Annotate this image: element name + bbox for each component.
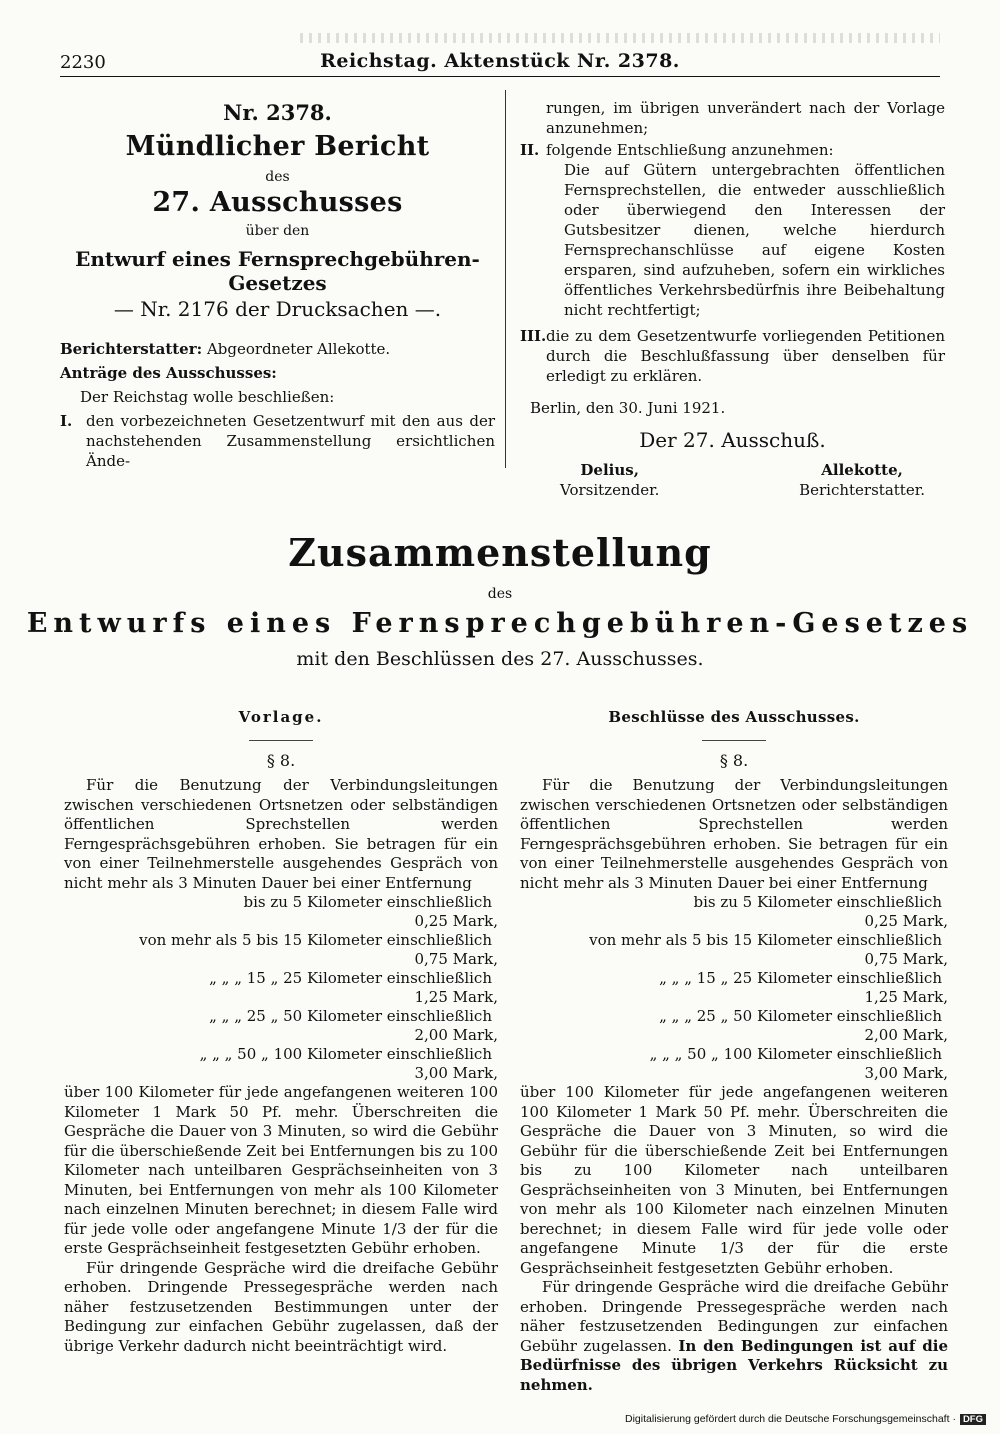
paragraph-3 xyxy=(520,1278,948,1395)
fee-row xyxy=(580,1045,948,1064)
reporter-label: Berichterstatter: xyxy=(60,340,203,358)
column-vorlage xyxy=(64,708,498,1356)
fee-row xyxy=(124,912,498,931)
item-3 xyxy=(520,326,945,386)
item-1-number: I. xyxy=(60,412,73,430)
fee-row xyxy=(124,950,498,969)
fee-distance: von mehr als 5 bis 15 Kilometer einschließlich xyxy=(139,931,492,949)
report-title: Mündlicher Bericht xyxy=(125,131,430,162)
compilation-subtitle: Entwurfs eines Fernsprechgebühren-Gesetzes xyxy=(26,608,974,639)
column-beschluesse xyxy=(520,708,948,1395)
fee-distance: „ „ „ 15 „ 25 Kilometer einschließlich xyxy=(209,969,492,987)
fee-row xyxy=(580,912,948,931)
signatures xyxy=(520,460,945,500)
digitization-footer xyxy=(625,1413,986,1425)
fee-row xyxy=(124,1007,498,1026)
signature-reporter xyxy=(799,460,925,500)
fee-amount: 1,25 Mark, xyxy=(414,988,498,1006)
reporter-role: Berichterstatter. xyxy=(799,481,925,499)
fee-amount: 0,25 Mark, xyxy=(864,912,948,930)
fee-row xyxy=(580,988,948,1007)
fee-amount: 0,75 Mark, xyxy=(414,950,498,968)
antraege-heading: Anträge des Ausschusses: xyxy=(60,364,277,382)
fee-row xyxy=(580,1064,948,1083)
paragraph-1: Für die Benutzung der Verbindungsleitungen zwischen verschiedenen Ortsnetzen oder selbständigen öffentlichen Sprechstellen werden Ferngesprächsgebühren erhoben. Sie betragen für ein von einer Teilnehmerstelle ausgehendes Gespräch von nicht mehr als 3 Minuten Dauer bei einer Entfernung xyxy=(520,776,948,892)
fee-row xyxy=(124,1045,498,1064)
item-2 xyxy=(520,140,945,160)
chair-name: Delius, xyxy=(580,461,639,479)
column-heading: Vorlage. xyxy=(238,708,324,726)
heading-rule xyxy=(702,740,766,741)
dfg-logo: DFG xyxy=(960,1414,986,1425)
fee-amount: 3,00 Mark, xyxy=(414,1064,498,1082)
item-2-number: II. xyxy=(520,141,540,159)
fee-row xyxy=(124,988,498,1007)
item-1 xyxy=(60,411,495,471)
fee-distance: „ „ „ 15 „ 25 Kilometer einschließlich xyxy=(659,969,942,987)
date-line: Berlin, den 30. Juni 1921. xyxy=(530,399,726,417)
section-body xyxy=(520,776,948,1395)
fee-amount: 3,00 Mark, xyxy=(864,1064,948,1082)
reporter-value: Abgeordneter Allekotte. xyxy=(206,340,391,358)
drucksachen-ref: — Nr. 2176 der Drucksachen —. xyxy=(113,297,442,321)
fee-row xyxy=(124,1064,498,1083)
paragraph-1: Für die Benutzung der Verbindungsleitungen zwischen verschiedenen Ortsnetzen oder selbständigen öffentlichen Sprechstellen werden Ferngesprächsgebühren erhoben. Sie betragen für ein von einer Teilnehmerstelle ausgehendes Gespräch von nicht mehr als 3 Minuten Dauer bei einer Entfernung xyxy=(64,776,498,892)
item-3-text: die zu dem Gesetzentwurfe vorliegenden Petitionen durch die Beschlußfassung über denselben für erledigt zu erklären. xyxy=(546,327,945,385)
paragraph-3-text: Für dringende Gespräche wird die dreifache Gebühr erhoben. Dringende Pressegespräche werden nach näher festzusetzenden Bedingungen zur einfachen Gebühr zugelassen. xyxy=(520,1278,948,1355)
section-number: § 8. xyxy=(266,751,296,770)
scan-noise xyxy=(300,33,940,43)
fee-distance: „ „ „ 50 „ 100 Kilometer einschließlich xyxy=(199,1045,492,1063)
paragraph-3-emphasis: In den Bedingungen ist auf die Bedürfnisse des übrigen Verkehrs Rücksicht zu nehmen. xyxy=(520,1336,948,1394)
fee-row xyxy=(580,1007,948,1026)
page-number: 2230 xyxy=(60,52,106,73)
fee-distance: „ „ „ 25 „ 50 Kilometer einschließlich xyxy=(209,1007,492,1025)
item-2-text: folgende Entschließung anzunehmen: xyxy=(546,141,834,159)
compilation-title: Zusammenstellung xyxy=(288,530,712,575)
fee-row xyxy=(580,893,948,912)
paragraph-3: Für dringende Gespräche wird die dreifache Gebühr erhoben. Dringende Pressegespräche werden nach näher festzusetzenden Bestimmungen unter der Bedingung zur einfachen Gebühr zugelassen, daß der übrige Verkehr dadurch nicht beeinträchtigt wird. xyxy=(64,1258,498,1355)
ueber-label: über den xyxy=(245,223,310,239)
report-header-left xyxy=(60,100,495,471)
fee-table xyxy=(64,893,498,1083)
fee-amount: 2,00 Mark, xyxy=(864,1026,948,1044)
paragraph-2: über 100 Kilometer für jede angefangenen weiteren 100 Kilometer 1 Mark 50 Pf. mehr. Überschreiten die Gespräche die Dauer von 3 Minuten, so wird die Gebühr für die überschießende Zeit bei Entfernungen bis zu 100 Kilometer nach unteilbaren Gesprächseinheiten von 3 Minuten, bei Entfernungen von mehr als 100 Kilometer nach einzelnen Minuten berechnet; in diesem Falle wird für jede volle oder angefangene Minute 1/3 der für die erste Gesprächseinheit festgesetzten Gebühr erhoben. xyxy=(520,1083,948,1277)
running-title: Reichstag. Aktenstück Nr. 2378. xyxy=(320,50,680,72)
fee-amount: 0,75 Mark, xyxy=(864,950,948,968)
fee-distance: „ „ „ 50 „ 100 Kilometer einschließlich xyxy=(649,1045,942,1063)
committee-title: 27. Ausschusses xyxy=(152,187,403,218)
fee-amount: 0,25 Mark, xyxy=(414,912,498,930)
section-body xyxy=(64,776,498,1356)
committee-signature: Der 27. Ausschuß. xyxy=(639,428,826,452)
signature-chair xyxy=(560,460,659,500)
fee-row xyxy=(124,893,498,912)
subject-title: Entwurf eines Fernsprechgebühren-Gesetzes xyxy=(75,247,480,295)
column-divider xyxy=(505,90,506,468)
fee-table xyxy=(520,893,948,1083)
fee-row xyxy=(580,931,948,950)
compilation-des: des xyxy=(487,586,513,602)
column-heading: Beschlüsse des Ausschusses. xyxy=(608,708,860,726)
fee-row xyxy=(580,950,948,969)
fee-distance: von mehr als 5 bis 15 Kilometer einschließlich xyxy=(589,931,942,949)
item-3-number: III. xyxy=(520,327,547,345)
reporter-name: Allekotte, xyxy=(821,461,903,479)
reichstag-line: Der Reichstag wolle beschließen: xyxy=(80,388,335,406)
page-header xyxy=(60,50,940,78)
item-2-resolution: Die auf Gütern untergebrachten öffentlichen Fernsprechstellen, die entweder ausschließlich oder überwiegend den Interessen der Gutsbesitzer dienen, welche hierdurch Fernsprechanschlüsse auf eigene Kosten ersparen, sind aufzuheben, sofern ein wirkliches öffentliches Verkehrsbedürfnis ihre Beibehaltung nicht rechtfertigt; xyxy=(564,161,945,319)
fee-row xyxy=(580,1026,948,1045)
section-number: § 8. xyxy=(719,751,749,770)
fee-amount: 1,25 Mark, xyxy=(864,988,948,1006)
fee-row xyxy=(580,969,948,988)
reporter-line xyxy=(60,339,495,359)
footer-text: Digitalisierung gefördert durch die Deutsche Forschungsgemeinschaft · xyxy=(625,1413,956,1425)
fee-row xyxy=(124,931,498,950)
compilation-with: mit den Beschlüssen des 27. Ausschusses. xyxy=(296,648,704,670)
document-number: Nr. 2378. xyxy=(223,100,332,125)
report-header-right xyxy=(520,98,945,500)
fee-distance: bis zu 5 Kilometer einschließlich xyxy=(243,893,492,911)
item-1-continuation: rungen, im übrigen unverändert nach der Vorlage anzunehmen; xyxy=(546,99,945,137)
chair-role: Vorsitzender. xyxy=(560,481,660,499)
header-rule xyxy=(60,76,940,77)
des-label: des xyxy=(265,169,290,185)
fee-row xyxy=(124,1026,498,1045)
heading-rule xyxy=(249,740,313,741)
fee-distance: „ „ „ 25 „ 50 Kilometer einschließlich xyxy=(659,1007,942,1025)
paragraph-2: über 100 Kilometer für jede angefangenen weiteren 100 Kilometer 1 Mark 50 Pf. mehr. Überschreiten die Gespräche die Dauer von 3 Minuten, so wird die Gebühr für die überschießende Zeit bei Entfernungen bis zu 100 Kilometer nach unteilbaren Gesprächseinheiten von 3 Minuten, bei Entfernungen von mehr als 100 Kilometer nach einzelnen Minuten berechnet; in diesem Falle wird für jede volle oder angefangene Minute 1/3 der für die erste Gesprächseinheit festgesetzten Gebühr erhoben. xyxy=(64,1083,498,1257)
fee-amount: 2,00 Mark, xyxy=(414,1026,498,1044)
fee-row xyxy=(124,969,498,988)
fee-distance: bis zu 5 Kilometer einschließlich xyxy=(693,893,942,911)
item-1-text: den vorbezeichneten Gesetzentwurf mit den aus der nachstehenden Zusammenstellung ersichtlichen Ände- xyxy=(86,412,495,470)
